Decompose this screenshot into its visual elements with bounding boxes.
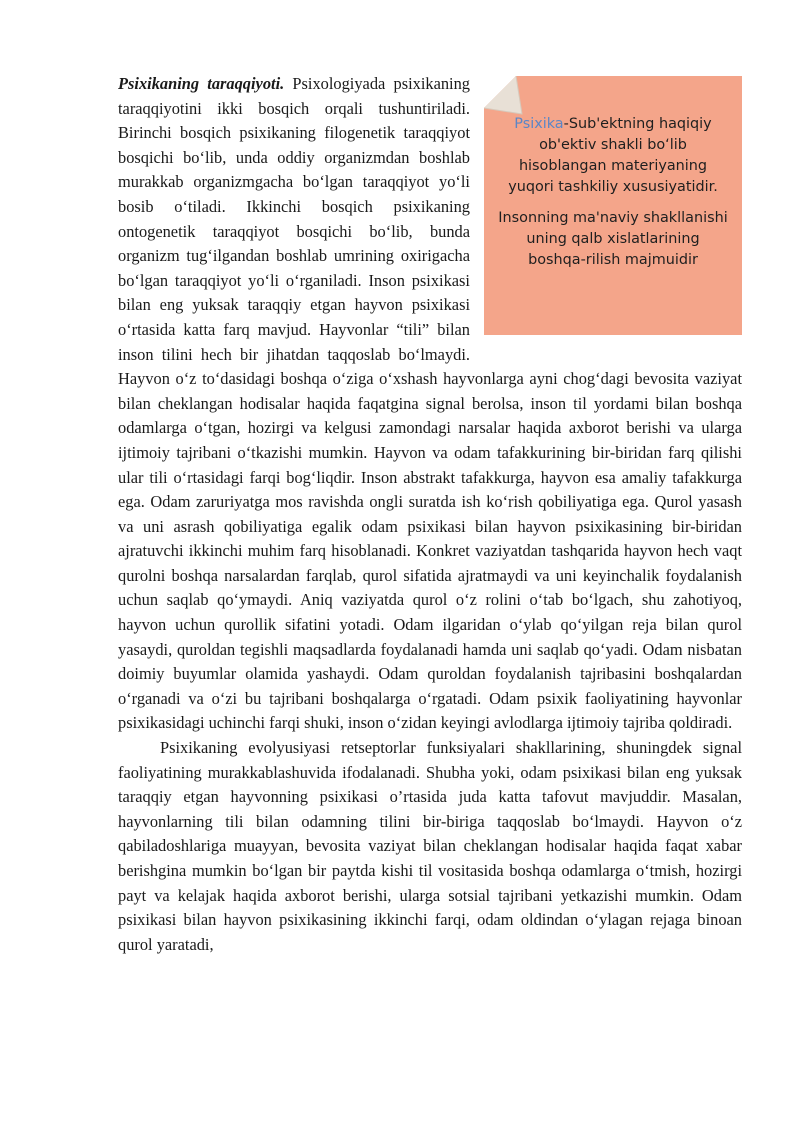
paragraph-1-text: Psixologiyada psixikaning taraqqiyotini ikki bosqich orqali tushuntiriladi. Birinchi bosqich psixikaning filogenetik taraqqiyot bosqichi bo‘lib, unda oddiy organizmdan boshlab murakkab organizmgacha bo‘lgan taraqqiyot yo‘li bosib o‘tiladi. Ikkinchi bosqich psixikaning ontogenetik taraqqiyot bosqichi bo‘lib, bunda organizm tug‘ilgandan boshlab umrining oxirigacha bo‘lgan taraqqiyot yo‘li o‘rganiladi. Inson psixikasi bilan eng yuksak taraqqiy etgan hayvon psixikasi o‘rtasida katta farq mavjud. Hayvonlar “tili” bilan inson tilini hech bir jihatdan taqqoslab bo‘lmaydi. Hayvon o‘z to‘dasidagi boshqa o‘ziga o‘xshash hayvonlarga ayni chog‘dagi bevosita vaziyat bilan cheklangan hodisalar haqida faqatgina signal berolsa, inson til yordami bilan boshqa odamlarga o‘tgan, hozirgi va kelgusi zamondagi narsalar haqida axborot berishi va ularga ijtimoiy tajribani o‘tkazishi mumkin. Hayvon va odam tafakkurining bir-biridan farq qilishi ular tili o‘rtasidagi farqi bog‘liqdir. Inson abstrakt tafakkurga, hayvon esa amaliy tafakkurga ega. Odam zaruriyatga mos ravishda ongli suratda ish ko‘rish qobiliyatiga ega. Qurol yasash va uni asrash qobiliyatiga egalik odam psixikasi bilan hayvon psixikasining bir-biridan ajratuvchi ikkinchi muhim farq hisoblanadi. Konkret vaziyatdan tashqarida hayvon hech vaqt qurolni boshqa narsalardan farqlab, qurol sifatida ajratmaydi va uni keyinchalik foydalanish uchun saqlab qo‘ymaydi. Aniq vaziyatda qurol o‘z rolini o‘tab bo‘lgach, shu zahotiyoq, hayvon uchun qurollik sifatini yotadi. Odam ilgaridan o‘ylab qo‘yilgan reja bilan qurol yasaydi, quroldan tegishli maqsadlarda foydalanadi hamda uni saqlab qo‘yadi. Odam nisbatan doimiy buyumlar olamida yashaydi. Odam quroldan foydalanish tajribasini boshqalardan o‘rganadi va o‘zi bu tajribani boshqalarga o‘rgatadi. Odam psixik faoliyatining hayvonlar psixikasidagi uchinchi farqi shuki, inson o‘zidan keyingi avlodlarga ijtimoiy tajriba qoldiradi. — [118, 74, 742, 733]
callout-text — [498, 114, 728, 281]
paragraph-2: Psixikaning evolyusiyasi retseptorlar funksiyalari shakllarining, shuningdek signal faoliyatining murakkablashuvida ifodalanadi. Shubha yoki, odam psixikasi bilan eng yuksak taraqqiy etgan hayvonning psixikasi o’rtasida juda katta tafovut mavjuddir. Masalan, hayvonlarning tili bilan odamning tilini bir-biriga taqqoslab bo‘lmaydi. Hayvon o‘z qabiladoshlariga muayyan, bevosita vaziyat bilan cheklangan hodisalar haqida faqat xabar berishgina mumkin bo‘lgan bir paytda kishi til vositasida boshqa odamlarga o‘tmish, hozirgi payt va kelajak haqida axborot berishi, ularga sotsial tajribani yetkazishi mumkin. Odam psixikasi bilan hayvon psixikasining ikkinchi farqi, odam oldindan o‘ylagan rejaga binoan qurol yaratadi, — [118, 738, 742, 954]
body-text — [118, 72, 742, 957]
definition-callout — [484, 76, 742, 335]
callout-folded-corner — [484, 76, 522, 114]
callout-highlight-word: Psixika — [514, 116, 564, 132]
section-title: Psixikaning taraqqiyoti. — [118, 74, 285, 93]
callout-definition — [498, 114, 728, 198]
callout-second-statement: Insonning ma'naviy shakllanishi uning qalb xislatlarining boshqa-rilish majmuidir — [498, 210, 728, 268]
callout-definition-rest: -Sub'ektning haqiqiy ob'ektiv shakli bo‘lib hisoblangan materiyaning yuqori tashkiliy xususiyatidir. — [508, 116, 718, 195]
